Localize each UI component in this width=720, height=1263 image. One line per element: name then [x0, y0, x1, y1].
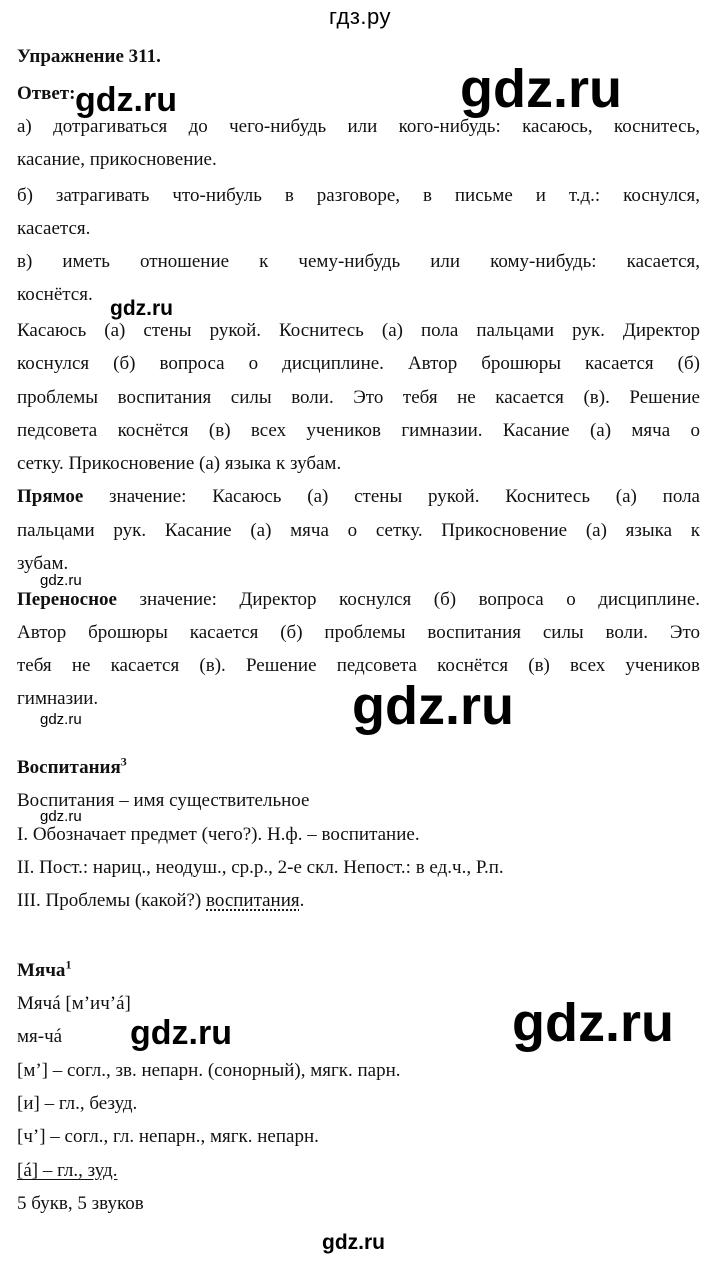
watermark: gdz.ru [40, 808, 82, 825]
watermark: gdz.ru [322, 1231, 385, 1254]
morph-line: I. Обозначает предмет (чего?). Н.ф. – воспитание. [17, 824, 420, 845]
direct-meaning-line2: пальцами рук. Касание (а) мяча о сетку. Прикосновение (а) языка к [17, 520, 700, 541]
meaning-c-line1: в) иметь отношение к чему-нибудь или кому-нибудь: касается, [17, 251, 700, 272]
morph-line: II. Пост.: нариц., неодуш., ср.р., 2-е скл. Непост.: в ед.ч., Р.п. [17, 857, 504, 878]
phonetic-title-sup: 1 [65, 957, 72, 972]
phonetic-title [17, 957, 72, 981]
meaning-b-line1: б) затрагивать что-нибуль в разговоре, в письме и т.д.: коснулся, [17, 185, 700, 206]
phonetic-syllables: мя-чá [17, 1026, 63, 1047]
exercise-title: Упражнение 311. [17, 46, 161, 67]
watermark: gdz.ru [40, 711, 82, 728]
morph-line [17, 891, 304, 911]
phonetic-sound: [ч’] – согл., гл. непарн., мягк. непарн. [17, 1126, 319, 1147]
meaning-a-line1: а) дотрагиваться до чего-нибудь или кого-нибудь: касаюсь, коснитесь, [17, 116, 700, 137]
direct-meaning-line1 [17, 487, 700, 507]
watermark: gdz.ru [512, 993, 674, 1053]
answer-label: Ответ: [17, 83, 76, 104]
site-header: гдз.ру [328, 4, 392, 29]
morph-line4-word: воспитания [206, 890, 300, 911]
watermark: gdz.ru [40, 572, 82, 589]
sentences-line: Касаюсь (а) стены рукой. Коснитесь (а) пола пальцами рук. Директор [17, 320, 700, 341]
figurative-meaning-line2: Автор брошюры касается (б) проблемы воспитания силы воли. Это [17, 622, 700, 643]
phonetic-transcription: Мячá [м’ич’á] [17, 993, 131, 1014]
phonetic-sound: [и] – гл., безуд. [17, 1093, 138, 1114]
morph-title [17, 754, 127, 778]
sentences-line: педсовета коснётся (в) всех учеников гимназии. Касание (а) мяча о [17, 420, 700, 441]
watermark: gdz.ru [75, 81, 177, 119]
sentences-line: коснулся (б) вопроса о дисциплине. Автор брошюры касается (б) [17, 353, 700, 374]
sentences-line: проблемы воспитания силы воли. Это тебя не касается (в). Решение [17, 387, 700, 408]
meaning-a-line2: касание, прикосновение. [17, 149, 217, 170]
morph-title-text: Воспитания [17, 757, 121, 778]
morph-line: Воспитания – имя существительное [17, 790, 310, 811]
phonetic-sound: [м’] – согл., зв. непарн. (сонорный), мягк. парн. [17, 1060, 401, 1081]
morph-line4-prefix: III. Проблемы (какой?) [17, 890, 206, 911]
morph-line4-suffix: . [299, 890, 305, 911]
meaning-c-line2: коснётся. [17, 284, 93, 305]
meaning-b-line2: касается. [17, 218, 91, 239]
direct-meaning-text: значение: Касаюсь (а) стены рукой. Коснитесь (а) пола [83, 486, 700, 507]
figurative-meaning-text: значение: Директор коснулся (б) вопроса о дисциплине. [116, 589, 700, 610]
phonetic-sound: [á] – гл., зуд. [17, 1160, 118, 1181]
watermark: gdz.ru [352, 676, 514, 736]
watermark: gdz.ru [460, 59, 622, 119]
watermark: gdz.ru [130, 1014, 232, 1052]
phonetic-title-text: Мяча [17, 960, 66, 981]
figurative-meaning-line1 [17, 590, 700, 610]
watermark: gdz.ru [110, 297, 173, 320]
figurative-meaning-label: Переносное [17, 589, 117, 610]
morph-title-sup: 3 [120, 754, 127, 769]
figurative-meaning-line4: гимназии. [17, 688, 99, 709]
phonetic-summary: 5 букв, 5 звуков [17, 1193, 144, 1214]
direct-meaning-label: Прямое [17, 486, 84, 507]
sentences-line: сетку. Прикосновение (а) языка к зубам. [17, 453, 342, 474]
figurative-meaning-line3: тебя не касается (в). Решение педсовета коснётся (в) всех учеников [17, 655, 700, 676]
direct-meaning-line3: зубам. [17, 553, 69, 574]
